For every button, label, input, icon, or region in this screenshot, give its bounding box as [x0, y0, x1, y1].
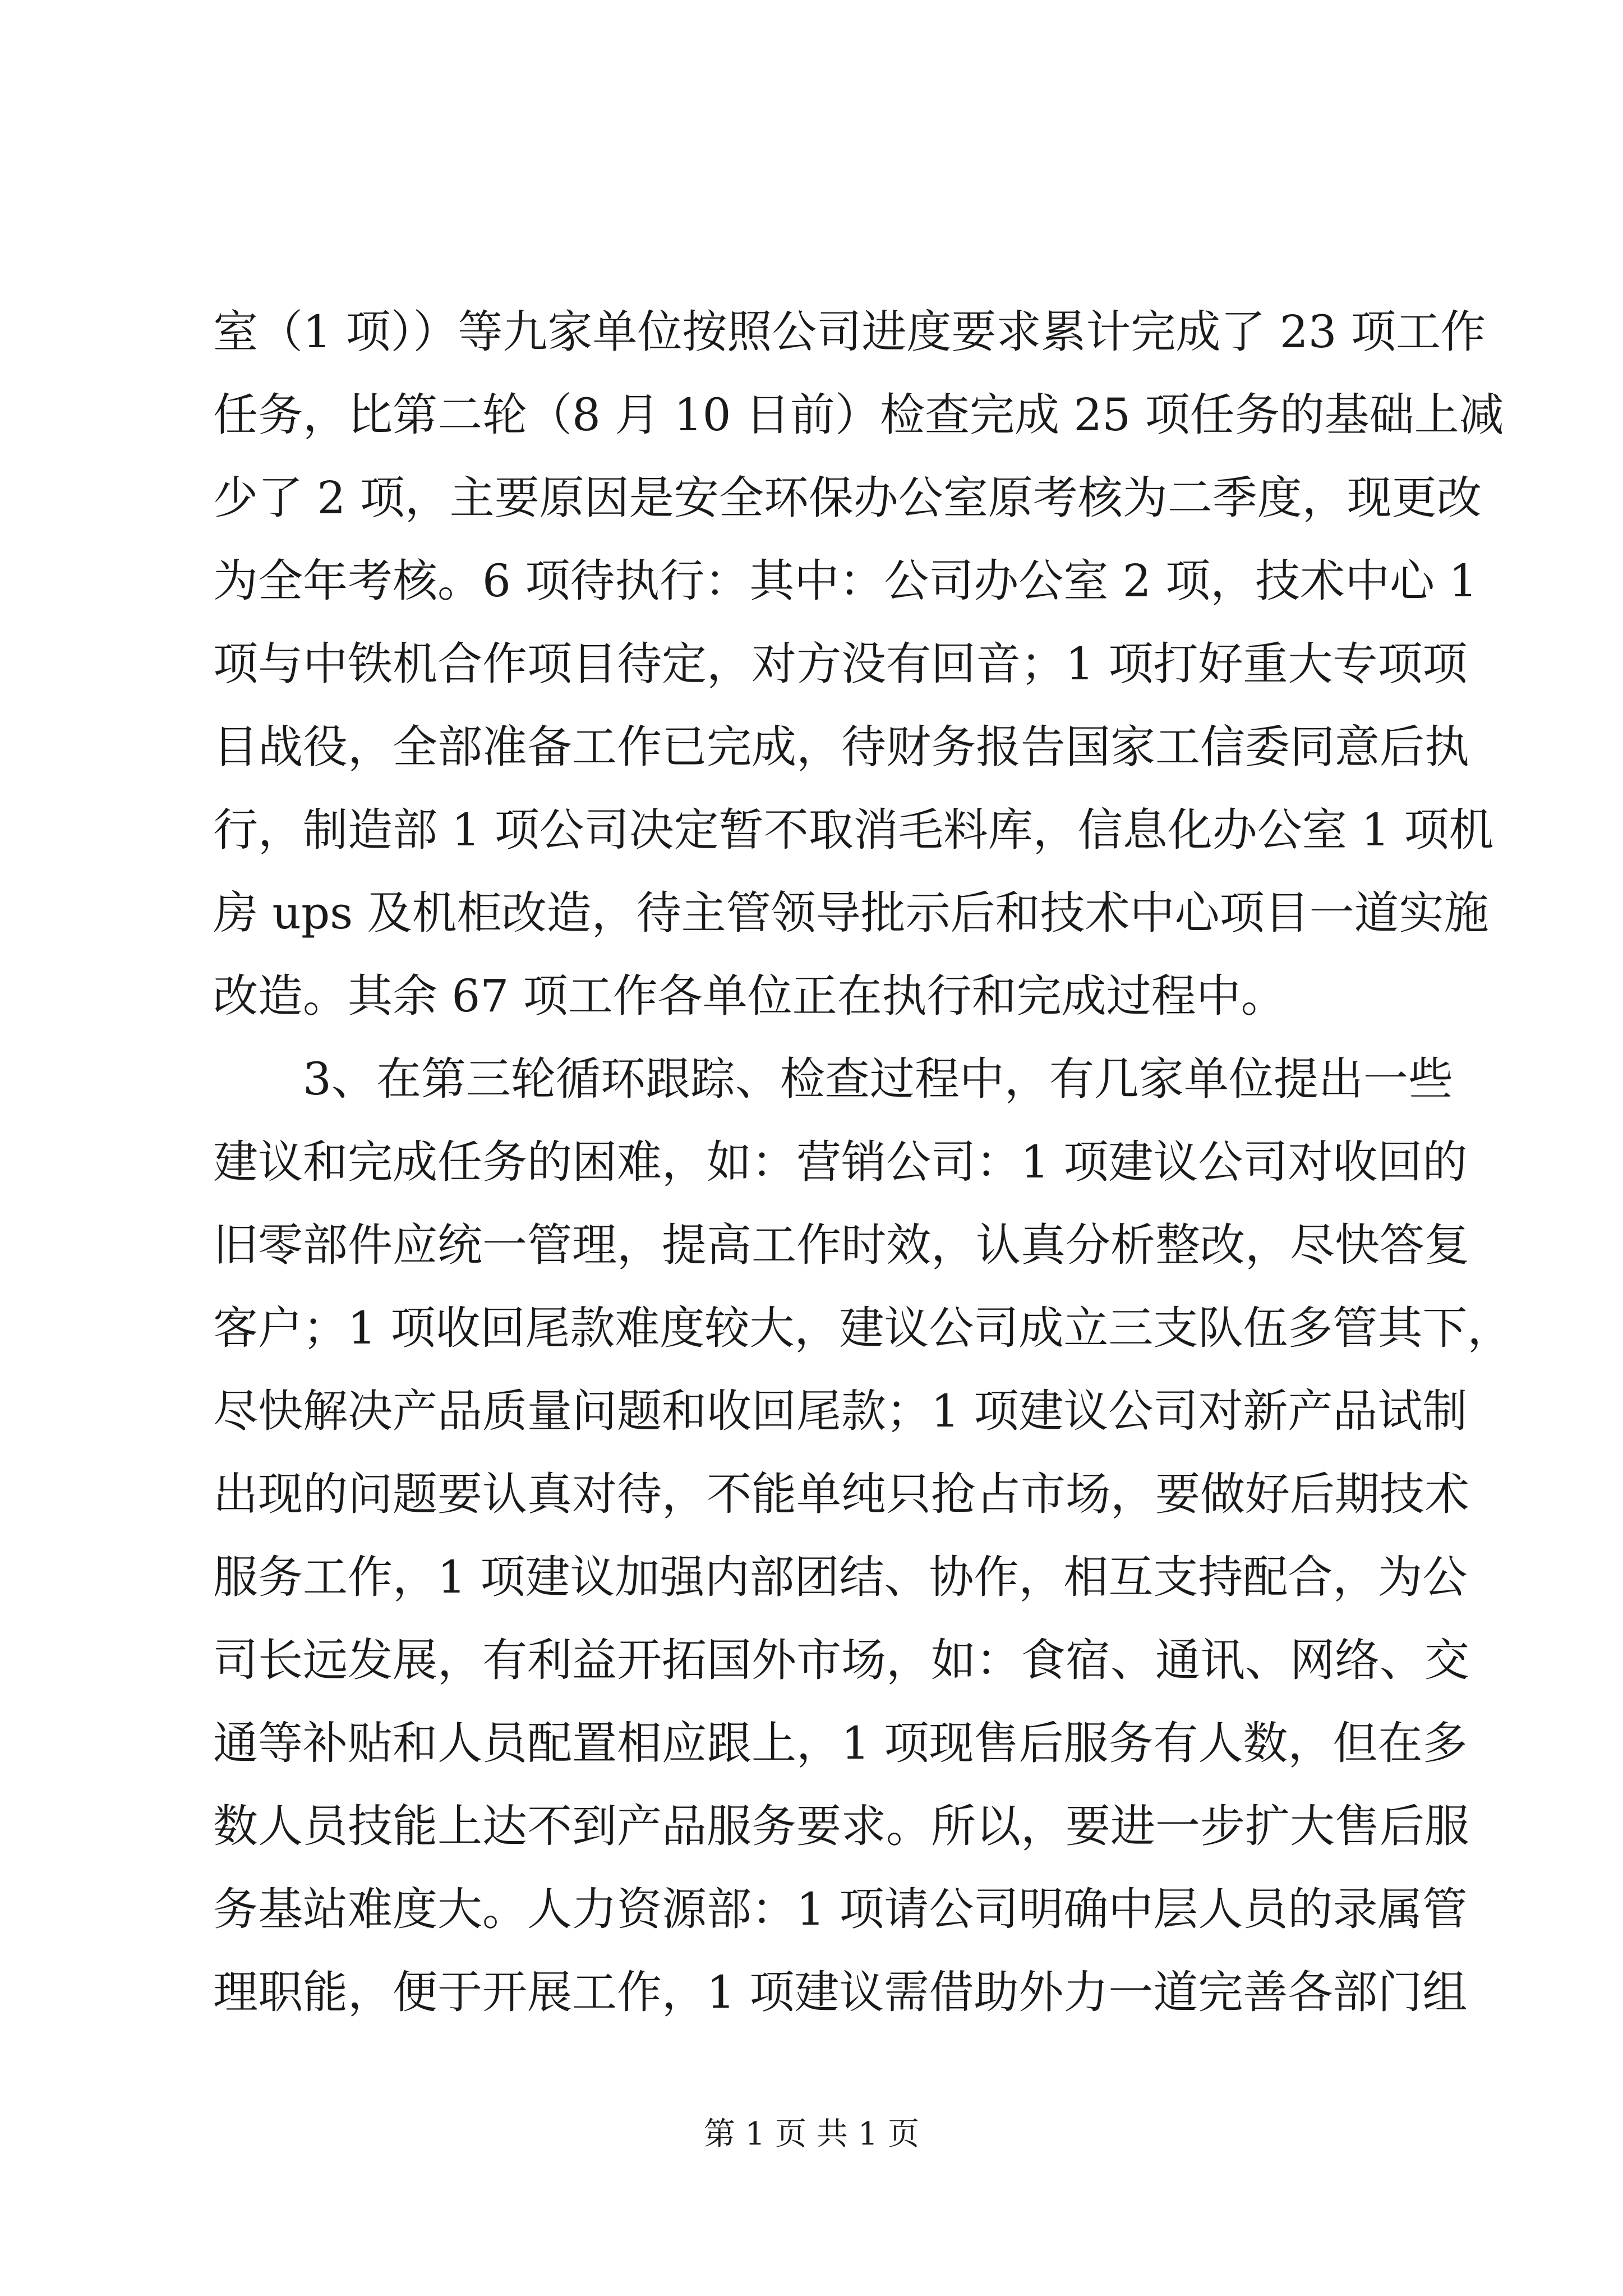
- text-line: 房 ups 及机柜改造，待主管领导批示后和技术中心项目一道实施: [213, 887, 1489, 939]
- text-line: 尽快解决产品质量问题和收回尾款；1 项建议公司对新产品试制: [213, 1385, 1468, 1437]
- text-line: 数人员技能上达不到产品服务要求。所以，要进一步扩大售后服: [213, 1800, 1469, 1852]
- document-body: [213, 291, 1513, 2034]
- text-line: 任务，比第二轮（8 月 10 日前）检查完成 25 项任务的基础上减: [213, 389, 1504, 441]
- text-line: 建议和完成任务的困难，如：营销公司：1 项建议公司对收回的: [213, 1136, 1468, 1188]
- paragraph-continued: [213, 291, 1504, 1038]
- text-line: 行，制造部 1 项公司决定暂不取消毛料库，信息化办公室 1 项机: [213, 804, 1494, 856]
- page-footer: [0, 2109, 1623, 2154]
- text-line: 目战役，全部准备工作已完成，待财务报告国家工信委同意后执: [213, 721, 1469, 773]
- text-line: 服务工作，1 项建议加强内部团结、协作，相互支持配合，为公: [213, 1551, 1468, 1603]
- text-line: 少了 2 项，主要原因是安全环保办公室原考核为二季度，现更改: [213, 472, 1482, 524]
- text-line: 客户；1 项收回尾款难度较大，建议公司成立三支队伍多管其下，: [213, 1302, 1513, 1354]
- text-line: 室（1 项））等九家单位按照公司进度要求累计完成了 23 项工作: [213, 306, 1486, 358]
- text-line: 理职能，便于开展工作，1 项建议需借助外力一道完善各部门组: [213, 1966, 1468, 2018]
- text-line: 司长远发展，有利益开拓国外市场，如：食宿、通讯、网络、交: [213, 1634, 1469, 1686]
- paragraph-3: [213, 1038, 1513, 2034]
- text-line: 通等补贴和人员配置相应跟上，1 项现售后服务有人数，但在多: [213, 1717, 1468, 1769]
- text-line: 为全年考核。6 项待执行：其中：公司办公室 2 项，技术中心 1: [213, 555, 1478, 607]
- text-line: 项与中铁机合作项目待定，对方没有回音；1 项打好重大专项项: [213, 638, 1468, 690]
- text-line: 旧零部件应统一管理，提高工作时效，认真分析整改，尽快答复: [213, 1219, 1469, 1271]
- text-line: 出现的问题要认真对待，不能单纯只抢占市场，要做好后期技术: [213, 1468, 1469, 1520]
- text-line: 务基站难度大。人力资源部：1 项请公司明确中层人员的录属管: [213, 1883, 1468, 1935]
- text-line: 3、在第三轮循环跟踪、检查过程中，有几家单位提出一些: [303, 1053, 1453, 1105]
- page-number-label: 第 1 页 共 1 页: [703, 2116, 920, 2152]
- text-line: 改造。其余 67 项工作各单位正在执行和完成过程中。: [213, 970, 1286, 1022]
